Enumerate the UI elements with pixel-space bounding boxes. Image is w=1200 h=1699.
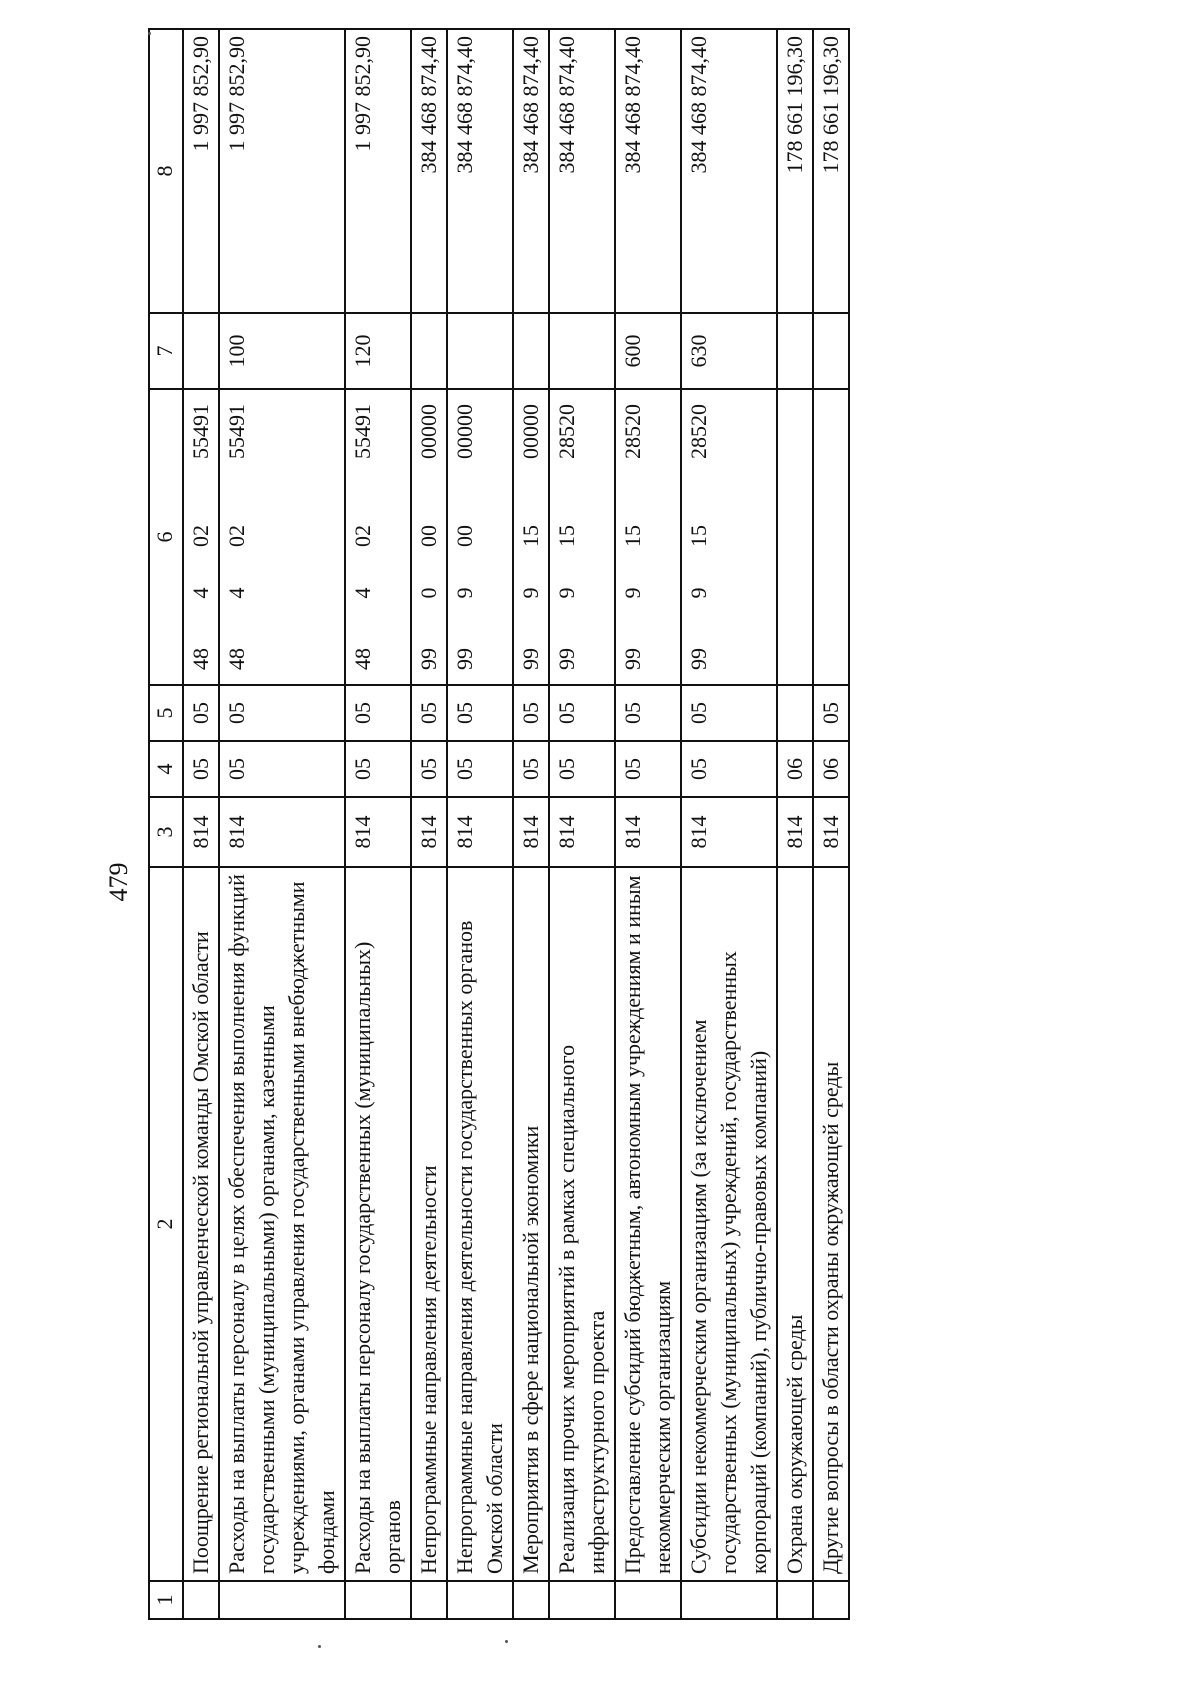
cell-target-article	[681, 389, 777, 685]
cell-subsection: 05	[813, 685, 849, 741]
target-article-parts	[222, 396, 252, 678]
cell-col-1	[549, 1581, 615, 1619]
cell-subsection: 05	[183, 685, 219, 741]
cell-expense-type	[813, 313, 849, 389]
cell-col-1	[777, 1581, 813, 1619]
table-body	[183, 29, 849, 1619]
cell-expense-type	[411, 313, 447, 389]
cell-col-1	[813, 1581, 849, 1619]
cell-col-1	[447, 1581, 513, 1619]
cell-target-article	[549, 389, 615, 685]
target-article-part: 4	[188, 587, 213, 599]
target-article-parts	[618, 396, 648, 678]
cell-col-1	[345, 1581, 411, 1619]
header-col-3: 3	[149, 797, 183, 867]
cell-admin-code: 814	[777, 797, 813, 867]
cell-target-article	[345, 389, 411, 685]
target-article-part: 9	[518, 587, 543, 599]
cell-amount: 384 468 874,40	[513, 29, 549, 313]
cell-subsection: 05	[345, 685, 411, 741]
cell-expense-type: 630	[681, 313, 777, 389]
cell-section: 05	[219, 741, 345, 797]
cell-target-article	[777, 389, 813, 685]
target-article-parts	[348, 396, 378, 678]
cell-section: 05	[549, 741, 615, 797]
cell-expense-type	[447, 313, 513, 389]
cell-subsection: 05	[411, 685, 447, 741]
table-row	[777, 29, 813, 1619]
header-col-1: 1	[149, 1581, 183, 1619]
cell-item-name: Субсидии некоммерческим организациям (за исключением государственных (муниципальных) учреждений, государственных корпораций (компаний), публично-правовых компаний)	[681, 867, 777, 1581]
cell-amount: 384 468 874,40	[681, 29, 777, 313]
header-col-7: 7	[149, 313, 183, 389]
cell-subsection: 05	[447, 685, 513, 741]
cell-section: 05	[447, 741, 513, 797]
target-article-parts	[450, 396, 480, 678]
target-article-part: 48	[188, 648, 213, 670]
cell-amount: 1 997 852,90	[219, 29, 345, 313]
target-article-part: 00000	[518, 404, 543, 459]
cell-section: 06	[777, 741, 813, 797]
cell-section: 05	[615, 741, 681, 797]
cell-admin-code: 814	[513, 797, 549, 867]
cell-subsection: 05	[681, 685, 777, 741]
cell-admin-code: 814	[549, 797, 615, 867]
cell-amount: 1 997 852,90	[345, 29, 411, 313]
header-col-5: 5	[149, 685, 183, 741]
cell-admin-code: 814	[411, 797, 447, 867]
target-article-parts	[186, 396, 216, 678]
target-article-part: 28520	[686, 404, 711, 459]
cell-admin-code: 814	[681, 797, 777, 867]
target-article-part: 00	[416, 525, 441, 547]
cell-col-1	[615, 1581, 681, 1619]
cell-item-name: Мероприятия в сфере национальной экономики	[513, 867, 549, 1581]
cell-subsection: 05	[513, 685, 549, 741]
cell-expense-type: 600	[615, 313, 681, 389]
header-col-8: 8	[149, 29, 183, 313]
header-col-2: 2	[149, 867, 183, 1581]
cell-amount: 178 661 196,30	[777, 29, 813, 313]
cell-subsection: 05	[549, 685, 615, 741]
target-article-part: 02	[224, 525, 249, 547]
target-article-part: 00000	[416, 404, 441, 459]
target-article-parts	[552, 396, 582, 678]
cell-target-article	[813, 389, 849, 685]
target-article-part: 15	[620, 525, 645, 547]
target-article-part: 99	[416, 648, 441, 670]
target-article-part: 28520	[620, 404, 645, 459]
target-article-part: 9	[686, 587, 711, 599]
cell-item-name: Непрограммные направления деятельности государственных органов Омской области	[447, 867, 513, 1581]
cell-subsection	[777, 685, 813, 741]
cell-item-name: Непрограммные направления деятельности	[411, 867, 447, 1581]
target-article-part: 15	[554, 525, 579, 547]
cell-item-name: Расходы на выплаты персоналу государственных (муниципальных) органов	[345, 867, 411, 1581]
cell-section: 05	[183, 741, 219, 797]
scan-speck	[505, 1640, 508, 1643]
table-row	[549, 29, 615, 1619]
cell-expense-type	[777, 313, 813, 389]
target-article-part: 4	[350, 587, 375, 599]
cell-expense-type	[183, 313, 219, 389]
budget-table	[148, 28, 850, 1620]
cell-amount: 384 468 874,40	[549, 29, 615, 313]
target-article-part: 99	[518, 648, 543, 670]
header-col-4: 4	[149, 741, 183, 797]
cell-section: 05	[513, 741, 549, 797]
page-number: 479	[104, 862, 133, 902]
rotated-table-container	[148, 30, 1068, 1620]
target-article-part: 15	[686, 525, 711, 547]
cell-item-name: Реализация прочих мероприятий в рамках специального инфраструктурного проекта	[549, 867, 615, 1581]
table-row	[411, 29, 447, 1619]
scan-speck	[318, 1645, 321, 1648]
cell-expense-type: 100	[219, 313, 345, 389]
cell-amount: 384 468 874,40	[447, 29, 513, 313]
target-article-part: 48	[224, 648, 249, 670]
target-article-part: 4	[224, 587, 249, 599]
cell-target-article	[447, 389, 513, 685]
cell-expense-type: 120	[345, 313, 411, 389]
target-article-part: 02	[188, 525, 213, 547]
cell-expense-type	[513, 313, 549, 389]
target-article-part: 9	[452, 587, 477, 599]
cell-amount: 384 468 874,40	[411, 29, 447, 313]
cell-section: 05	[411, 741, 447, 797]
table-row	[681, 29, 777, 1619]
cell-subsection: 05	[615, 685, 681, 741]
cell-col-1	[681, 1581, 777, 1619]
cell-target-article	[219, 389, 345, 685]
table-row	[183, 29, 219, 1619]
target-article-part: 99	[554, 648, 579, 670]
target-article-part: 9	[620, 587, 645, 599]
cell-item-name: Предоставление субсидий бюджетным, автономным учреждениям и иным некоммерческим организациям	[615, 867, 681, 1581]
cell-admin-code: 814	[813, 797, 849, 867]
target-article-part: 00	[452, 525, 477, 547]
target-article-part: 55491	[188, 404, 213, 459]
cell-section: 05	[345, 741, 411, 797]
scan-speck	[148, 32, 151, 35]
cell-subsection: 05	[219, 685, 345, 741]
table-row	[219, 29, 345, 1619]
table-row	[447, 29, 513, 1619]
cell-col-1	[411, 1581, 447, 1619]
cell-item-name: Охрана окружающей среды	[777, 867, 813, 1581]
cell-col-1	[183, 1581, 219, 1619]
cell-target-article	[615, 389, 681, 685]
cell-section: 05	[681, 741, 777, 797]
cell-item-name: Другие вопросы в области охраны окружающей среды	[813, 867, 849, 1581]
table-row	[813, 29, 849, 1619]
target-article-part: 99	[620, 648, 645, 670]
cell-admin-code: 814	[219, 797, 345, 867]
target-article-part: 9	[554, 587, 579, 599]
cell-item-name: Поощрение региональной управленческой команды Омской области	[183, 867, 219, 1581]
cell-col-1	[513, 1581, 549, 1619]
target-article-part: 02	[350, 525, 375, 547]
cell-amount: 1 997 852,90	[183, 29, 219, 313]
target-article-part: 55491	[350, 404, 375, 459]
cell-amount: 384 468 874,40	[615, 29, 681, 313]
cell-target-article	[513, 389, 549, 685]
target-article-parts	[684, 396, 714, 678]
target-article-part: 48	[350, 648, 375, 670]
cell-admin-code: 814	[615, 797, 681, 867]
target-article-part: 99	[686, 648, 711, 670]
target-article-parts	[516, 396, 546, 678]
cell-col-1	[219, 1581, 345, 1619]
cell-section: 06	[813, 741, 849, 797]
cell-target-article	[411, 389, 447, 685]
header-row	[149, 29, 183, 1619]
cell-item-name: Расходы на выплаты персоналу в целях обеспечения выполнения функций государственными (муниципальными) органами, казенными учреждениями, органами управления государственными внебюджетными фондами	[219, 867, 345, 1581]
cell-amount: 178 661 196,30	[813, 29, 849, 313]
cell-admin-code: 814	[183, 797, 219, 867]
cell-expense-type	[549, 313, 615, 389]
cell-target-article	[183, 389, 219, 685]
cell-admin-code: 814	[447, 797, 513, 867]
target-article-part: 0	[416, 587, 441, 599]
target-article-part: 99	[452, 648, 477, 670]
table-row	[513, 29, 549, 1619]
table-row	[345, 29, 411, 1619]
target-article-part: 00000	[452, 404, 477, 459]
target-article-part: 15	[518, 525, 543, 547]
target-article-part: 55491	[224, 404, 249, 459]
table-row	[615, 29, 681, 1619]
header-col-6: 6	[149, 389, 183, 685]
cell-admin-code: 814	[345, 797, 411, 867]
target-article-part: 28520	[554, 404, 579, 459]
target-article-parts	[414, 396, 444, 678]
